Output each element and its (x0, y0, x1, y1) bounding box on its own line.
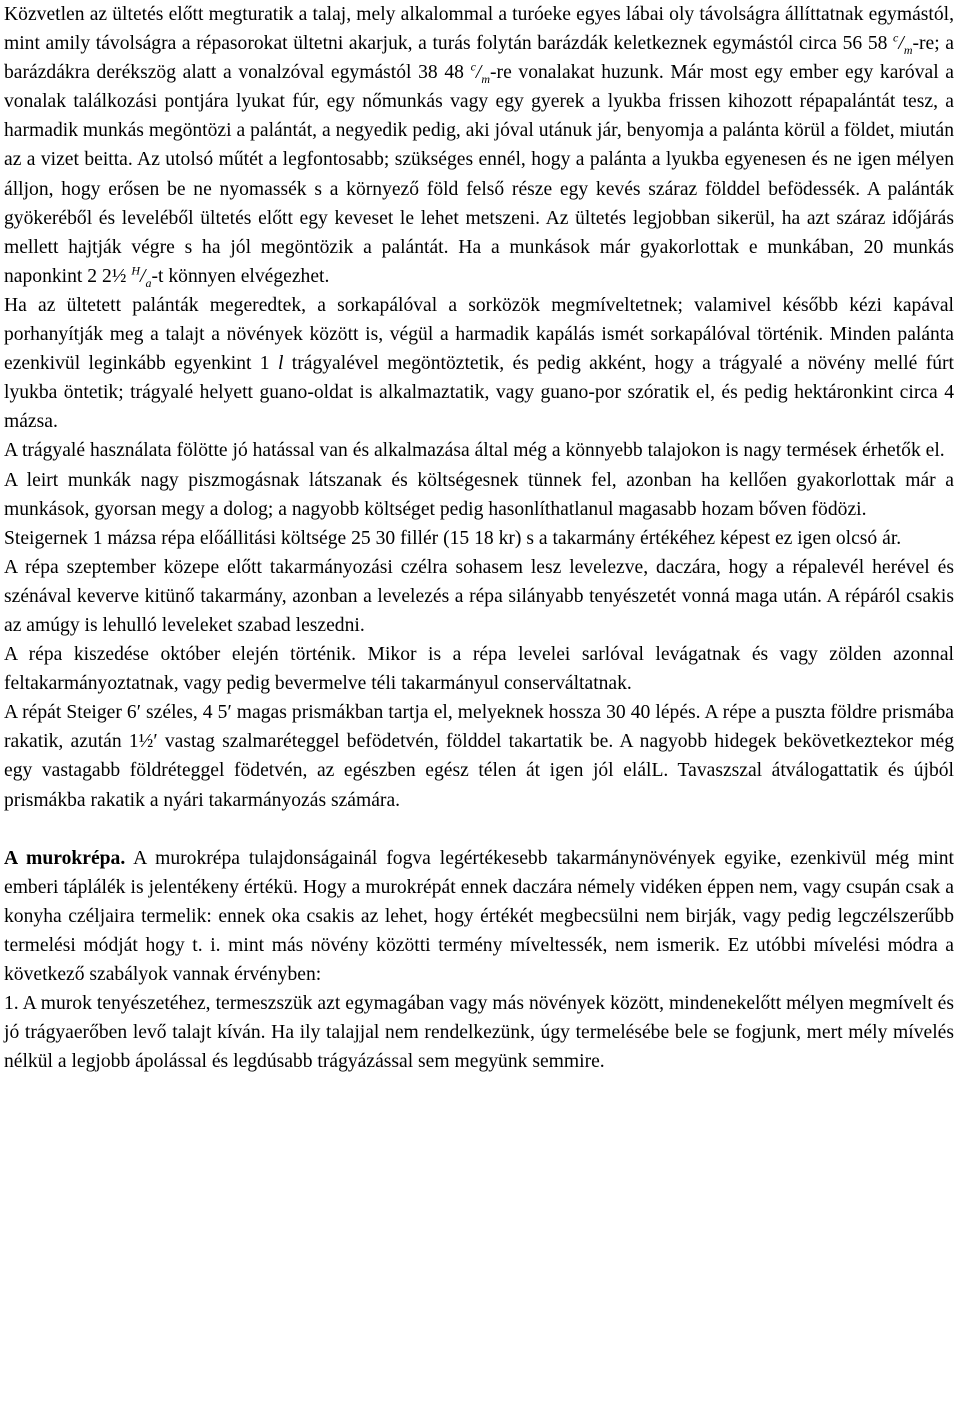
text-run: -t könnyen elvégezhet. (151, 265, 330, 287)
text-run: -re vonalakat huzunk. Már most egy ember egy karóval a vonalak találkozási pontjára lyukat fúr, egy nőmunkás vagy egy gyerek a lyukba frissen kihozott répapalántát tesz, a harmadik munkás megöntözi a palántát, a negyedik pedig, aki jóval utánuk jár, benyomja a palánta körül a földet, miután az a vizet beitta. Az utolsó műtét a legfontosabb; szükséges ennél, hogy a palánta a lyukba egyenesen és ne igen mélyen álljon, hogy erősen be ne nyomassék s a környező föld felső része egy kevés száraz földdel befödessék. A palánták gyökeréből és leveléből ültetés előtt egy keveset le lehet metszeni. Az ültetés legjobban sikerül, ha azt száraz időjárás mellett hajtják végre s ha jól megöntözik a palántát. Ha a munkások már gyakorlottak e munkában, 20 munkás naponkint 2 2½ (4, 62, 955, 287)
paragraph-storage: A répát Steiger 6′ széles, 4 5′ magas prismákban tartja el, melyeknek hossza 30 40 lépés. A répe a puszta földre prismába rakatik, azután 1½′ vastag szalmaréteggel befödetvén, földdel takartatik be. A nagyobb hidegek bekövetkeztekor még egy vastagabb földréteggel födetvén, az egészben egész télen át igen jól elálL. Tavaszszal átválogattatik és újból prismákba rakatik a nyári takarmányozás számára. (4, 702, 954, 811)
paragraph-steiger-cost: Steigernek 1 mázsa répa előállitási költsége 25 30 fillér (15 18 kr) s a takarmány értékéhez képest ez igen olcsó ár. (4, 527, 902, 549)
paragraph-carrot (4, 844, 954, 989)
fraction-ha: $^H/_a$ (131, 263, 152, 290)
paragraph-manure: A trágyalé használata fölötte jó hatással van és alkalmazása által még a könnyebb talajokon is nagy termések érhetők el. (4, 440, 945, 462)
text-run: A murokrépa tulajdonságainál fogva legértékesebb takarmánynövények egyike, ezenkivül még mint emberi táplálék is jelentékeny értékü. Hogy a murokrépát ennek daczára némely vidéken éppen nem, vagy csupán csak a konyha czéljaira termelik: ennek oka csakis az lehet, hogy értékét megbecsülni nem birják, vagy pedig legczélszerűbb termelési módját hogy t. i. mint más növény közötti termény míveltessék, nem ismerik. Ez utóbbi mívelési módra a következő szabályok vannak érvényben: (4, 847, 954, 985)
paragraph-costs: A leirt munkák nagy piszmogásnak látszanak és költségesnek tünnek fel, azonban ha kellően gyakorlottak már a munkások, gyorsan megy a dolog; a nagyobb költséget pedig hasonlíthatlanul magasabb hozam bőven födözi. (4, 469, 954, 520)
paragraph-gap (4, 815, 954, 844)
unit-liter: l (277, 353, 284, 375)
paragraph-rule-1: 1. A murok tenyészetéhez, termeszszük azt egymagában vagy más növények között, mindenekelőtt mélyen megmívelt és jó trágyaerőben levő talajt kíván. Ha ily talajjal nem rendelkezünk, úgy termelésébe bele se fogjunk, mert mély mívelés nélkül a legjobb ápolással és legdúsabb trágyázással sem megyünk semmire. (4, 993, 954, 1073)
text-run: trágyalével megöntöztetik, és pedig akként, hogy a trágyalé a növény mellé fúrt lyukba öntetik; trágyalé helyett guano-oldat is alkalmaztatik, vagy guano-por szóratik el, és pedig hektáronkint circa 4 mázsa. (4, 353, 954, 433)
text-run: -re; a barázdákra derékszög alatt a vonalzóval egymástól 38 48 (4, 33, 955, 84)
fraction-cm-1: $^c/_m$ (893, 30, 913, 57)
section-heading-carrot: A murokrépa. (4, 847, 126, 869)
paragraph-harvest: A répa kiszedése október elején történik. Mikor is a répa levelei sarlóval levágatnak és vagy zölden azonnal feltakarmányoztatnak, vagy pedig bevermelve téli takarmányul conserváltatnak. (4, 644, 954, 695)
text-run: Ha az ültetett palánták megeredtek, a sorkapálóval a sorközök megmíveltetnek; valamivel később kézi kapával porhanyítják meg a talajt a növények között is, végül a harmadik kapálás ismét sorkapálóval történik. Minden palánta ezenkivül leginkább egyenkint 1 (4, 294, 954, 375)
paragraph-leaves: A répa szeptember közepe előtt takarmányozási czélra sohasem lesz levelezve, daczára, hogy a répalevél herével és szénával keverve kitünő takarmány, azonban a levelezés a répa silányabb tenyészetét vonná maga után. A répáról csakis az amúgy is lehulló leveleket szabad leszedni. (4, 556, 954, 636)
paragraph-planting (4, 0, 954, 291)
paragraph-hoeing (4, 291, 954, 436)
fraction-cm-2: $^c/_m$ (470, 59, 491, 87)
text-run: Közvetlen az ültetés előtt megturatik a talaj, mely alkalommal a turóeke egyes lábai oly távolságra állíttatnak egymástól, mint amily távolságra a répasorokat ültetni akarjuk, a turás folytán barázdák keletkeznek egymástól circa 56 58 (4, 4, 954, 55)
